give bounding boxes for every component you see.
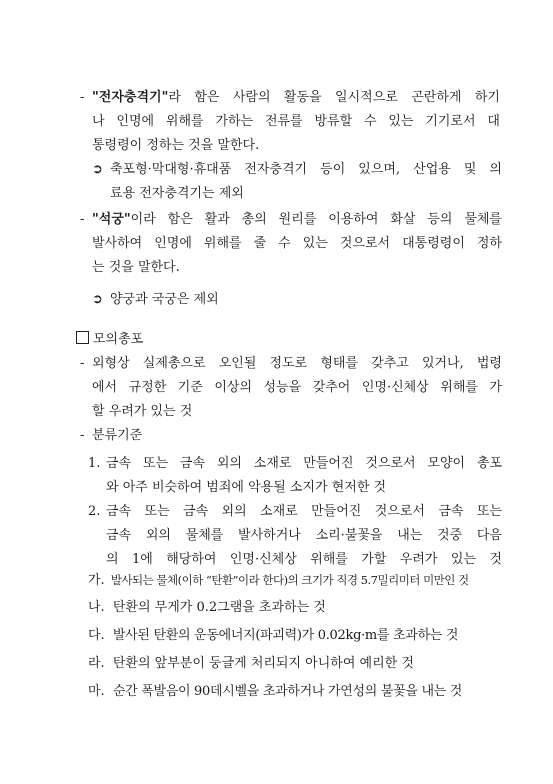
criterion-line: 금속 외의 물체를 발사하거나 소리·불꽃을 내는 것중 다음 (106, 528, 502, 543)
replica-definition (80, 352, 502, 424)
electroshock-definition (80, 86, 500, 158)
definition-line: 는 것을 말한다. (92, 260, 180, 275)
bullet-dash: - (80, 90, 85, 105)
definition-line: 통령령이 정하는 것을 말한다. (92, 138, 260, 153)
subitem-na (88, 596, 508, 620)
checkbox-square-icon (76, 331, 89, 344)
classification-heading: - 분류기준 (80, 424, 280, 448)
definition-line: "석궁"이라 함은 활과 총의 원리를 이용하여 화살 등의 물체를 (92, 212, 502, 227)
subitem-text: 순간 폭발음이 90데시벨을 초과하거나 가연성의 불꽃을 내는 것 (112, 684, 463, 699)
subitem-text: 탄환의 무게가 0.2그램을 초과하는 것 (112, 600, 326, 615)
subitem-mark: 다. (88, 628, 105, 643)
note-line: 양궁과 국궁은 제외 (110, 292, 219, 307)
subitem-mark: 가. (88, 573, 105, 588)
crossbow-note (92, 288, 392, 312)
bullet-dash: - (80, 428, 85, 443)
criterion-number: 2. (88, 504, 101, 519)
criterion-2 (88, 500, 502, 572)
definition-line: 외형상 실제총으로 오인될 정도로 형태를 갖추고 있거나, 법령 (92, 356, 502, 371)
subitem-da (88, 624, 508, 648)
criterion-number: 1. (88, 456, 101, 471)
term-crossbow: "석궁" (92, 212, 131, 227)
criterion-line: 금속 또는 금속 외의 소재로 만들어진 것으로서 금속 또는 (106, 504, 502, 519)
arrow-icon: ➲ (92, 162, 103, 177)
criterion-line: 금속 또는 금속 외의 소재로 만들어진 것으로서 모양이 총포 (106, 456, 502, 471)
definition-line: 발사하여 인명에 위해를 줄 수 있는 것으로서 대통령령이 정하 (92, 236, 502, 251)
definition-line: 에서 규정한 기준 이상의 성능을 갖추어 인명·신체상 위해를 가 (92, 380, 502, 395)
subitem-mark: 라. (88, 656, 105, 671)
arrow-icon: ➲ (92, 292, 103, 307)
subitem-mark: 마. (88, 684, 105, 699)
bullet-dash: - (80, 356, 85, 371)
replica-heading: 모의총포 (76, 328, 276, 352)
definition-line: 나 인명에 위해를 가하는 전류를 방류할 수 있는 기기로서 대 (92, 114, 500, 129)
definition-line: "전자충격기"라 함은 사람의 활동을 일시적으로 곤란하게 하기 (92, 90, 500, 105)
subitem-text: 발사되는 물체(이하 “탄환”이라 한다)의 크기가 직경 5.7밀리미터 미만인 것 (110, 573, 469, 587)
subitem-text: 발사된 탄환의 운동에너지(파괴력)가 0.02kg·m를 초과하는 것 (112, 628, 459, 643)
subitem-mark: 나. (88, 600, 105, 615)
criterion-1 (88, 452, 502, 500)
note-line: 료용 전자충격기는 제외 (110, 186, 244, 201)
crossbow-definition (80, 208, 502, 280)
subitem-ra (88, 652, 508, 676)
subitem-ma (88, 680, 508, 704)
subitem-ga (88, 568, 508, 593)
subitem-text: 탄환의 앞부분이 둥글게 처리되지 아니하여 예리한 것 (112, 656, 414, 671)
definition-line: 할 우려가 있는 것 (92, 404, 193, 419)
electroshock-note (92, 158, 502, 206)
note-line: 축포형·막대형·휴대품 전자충격기 등이 있으며, 산업용 및 의 (110, 162, 502, 177)
term-electroshock: "전자충격기" (92, 90, 169, 105)
criterion-line: 의 1에 해당하여 인명·신체상 위해를 가할 우려가 있는 것 (106, 552, 502, 567)
criterion-line: 와 아주 비슷하여 범죄에 악용될 소지가 현저한 것 (106, 480, 387, 495)
bullet-dash: - (80, 212, 85, 227)
